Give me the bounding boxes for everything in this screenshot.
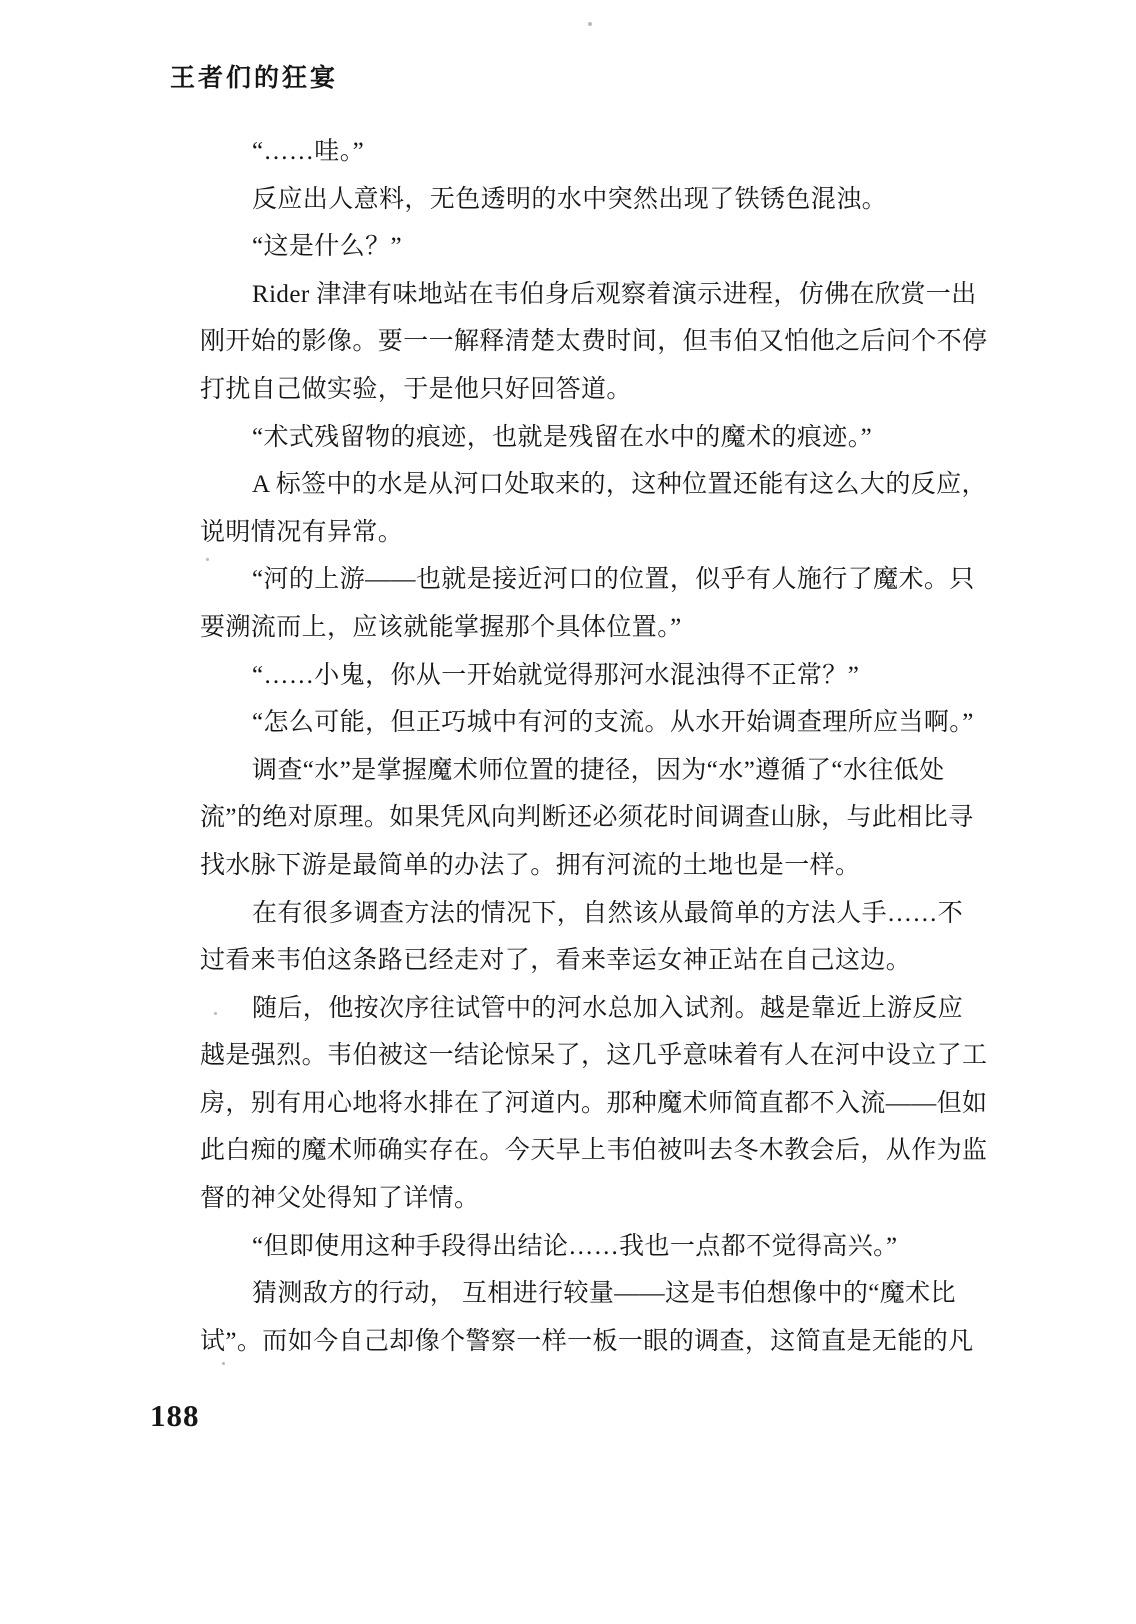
text-line: “……小鬼，你从一开始就觉得那河水混浊得不正常？” (252, 661, 860, 689)
scan-speck (222, 1362, 225, 1365)
text-line: 找水脉下游是最简单的办法了。拥有河流的土地也是一样。 (200, 851, 861, 879)
scan-speck (206, 558, 209, 561)
scan-speck (588, 22, 592, 26)
text-line: 流”的绝对原理。如果凭风向判断还必须花时间调查山脉，与此相比寻 (200, 804, 974, 832)
text-line: 刚开始的影像。要一一解释清楚太费时间，但韦伯又怕他之后问个不停 (200, 328, 988, 356)
text-line: 猜测敌方的行动， 互相进行较量——这是韦伯想像中的“魔术比 (252, 1280, 956, 1308)
text-line: 打扰自己做实验，于是他只好回答道。 (200, 375, 632, 403)
text-line: “怎么可能，但正巧城中有河的支流。从水开始调查理所应当啊。” (252, 709, 974, 737)
text-line: 反应出人意料，无色透明的水中突然出现了铁锈色混浊。 (252, 185, 888, 213)
page-number: 188 (150, 1398, 200, 1433)
text-line: 随后，他按次序往试管中的河水总加入试剂。越是靠近上游反应 (252, 994, 964, 1022)
text-line: “这是什么？” (252, 233, 402, 261)
text-line: 说明情况有异常。 (200, 518, 404, 546)
text-line: 调查“水”是掌握魔术师位置的捷径，因为“水”遵循了“水往低处 (252, 756, 945, 784)
text-line: 在有很多调查方法的情况下，自然该从最简单的方法人手……不 (252, 899, 964, 927)
text-line: “术式残留物的痕迹，也就是残留在水中的魔术的痕迹。” (252, 423, 873, 451)
text-line: 要溯流而上，应该就能掌握那个具体位置。” (200, 613, 682, 641)
text-line: “但即使用这种手段得出结论……我也一点都不觉得高兴。” (252, 1232, 898, 1260)
text-line: 此白痴的魔术师确实存在。今天早上韦伯被叫去冬木教会后，从作为监 (200, 1137, 988, 1165)
text-line: 试”。而如今自己却像个警察一样一板一眼的调查，这简直是无能的凡 (200, 1327, 974, 1355)
running-header: 王者们的狂宴 (170, 65, 339, 92)
text-line: 督的神父处得知了详情。 (200, 1185, 480, 1213)
text-line: 过看来韦伯这条路已经走对了，看来幸运女神正站在自己这边。 (200, 947, 912, 975)
text-line: Rider 津津有味地站在韦伯身后观察着演示进程，仿佛在欣赏一出 (252, 280, 977, 308)
text-line: 越是强烈。韦伯被这一结论惊呆了，这几乎意味着有人在河中设立了工 (200, 1042, 988, 1070)
body-text (200, 128, 992, 1365)
text-line: 房，别有用心地将水排在了河道内。那种魔术师简直都不入流——但如 (200, 1089, 988, 1117)
text-line: “河的上游——也就是接近河口的位置，似乎有人施行了魔术。只 (252, 566, 975, 594)
text-line: A 标签中的水是从河口处取来的，这种位置还能有这么大的反应， (252, 471, 987, 499)
text-line: “……哇。” (252, 138, 365, 165)
scan-speck (214, 1012, 217, 1015)
